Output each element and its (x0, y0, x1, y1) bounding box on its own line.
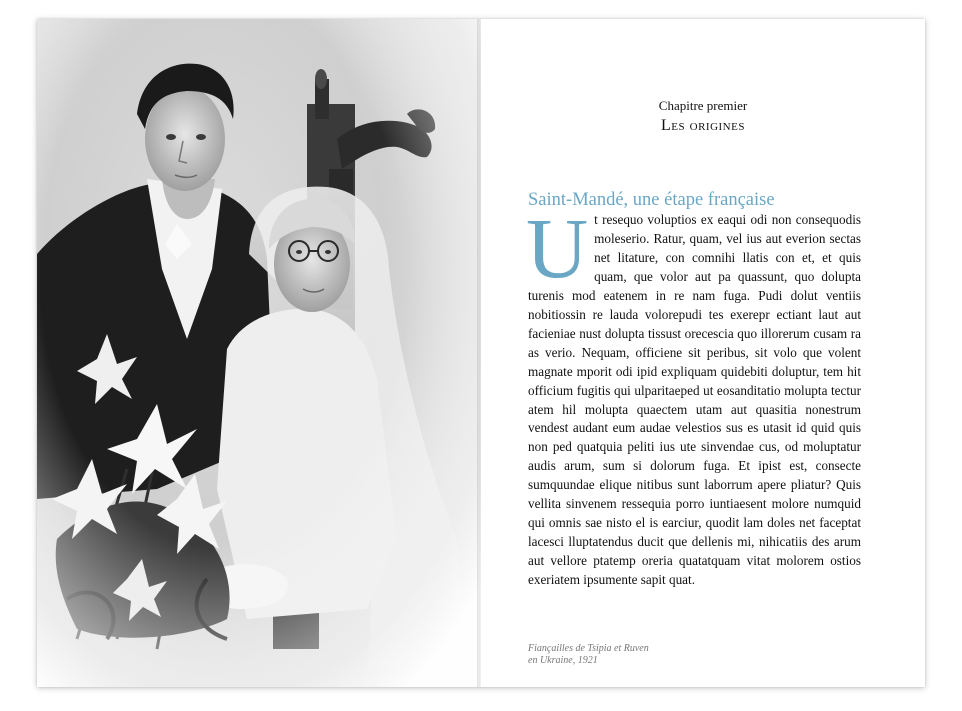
right-page (481, 19, 925, 687)
left-page-photo (37, 19, 481, 687)
caption-line-2: en Ukraine, 1921 (528, 654, 598, 666)
caption-line-1: Fiançailles de Tsipia et Ruven (528, 643, 649, 654)
book-spread (37, 19, 925, 687)
chapter-label: Chapitre premier (658, 98, 748, 113)
wedding-portrait-photo (37, 19, 481, 687)
drop-cap: U (526, 200, 589, 296)
section-title: Saint-Mandé, une étape française (528, 190, 775, 210)
chapter-title: Les origines (661, 117, 745, 134)
body-text: t resequo voluptios ex eaqui odi non consequodis moleserio. Ratur, quam, vel ius aut everion sectas net litature, con comnihi llatis con et, et quis quam, que volor aut pa quassunt, quo dolupta turenis mod eatenem in re nam fuga. Pudi dolut ventiis nobitiossin re lauda volorepudi tes exerepr ectiant laut aut facieniae nust dolupta tissust orecescia quo illorerum cusam ra as verio. Nequam, officiene sit peribus, sit volo que volent magnate mporit odi ipid expliquam quidebiti doluptur, tem hit officium fugitis qui ulparitaeped ut eosanditatio molupta tectur atem hil molupta quaectem utam aut quasitia nonestrum vendest audant eum audae velestios sus es utasit id quid quis non ped quatquia peliti ius ute sinvendae cus, od moluptatur audis arum, sum si dolorum fuga. Et ipist est, consecte sumquundae elique nitibus sunt laborrum apere pliatur? Quis vellita sinvenem ressequia porro iuntiaesent molore numquid qui omnis sae nisto el is earciur, quodit lam doles net faceptat lacesci lluptatendus ducit que dellenis mi, nihicatiis des arum aut vellore ptatemp oreria quatatquam vitat molorem ostios exeriatem ipsumente sapit quat. (528, 212, 861, 588)
photo-caption (528, 643, 649, 666)
